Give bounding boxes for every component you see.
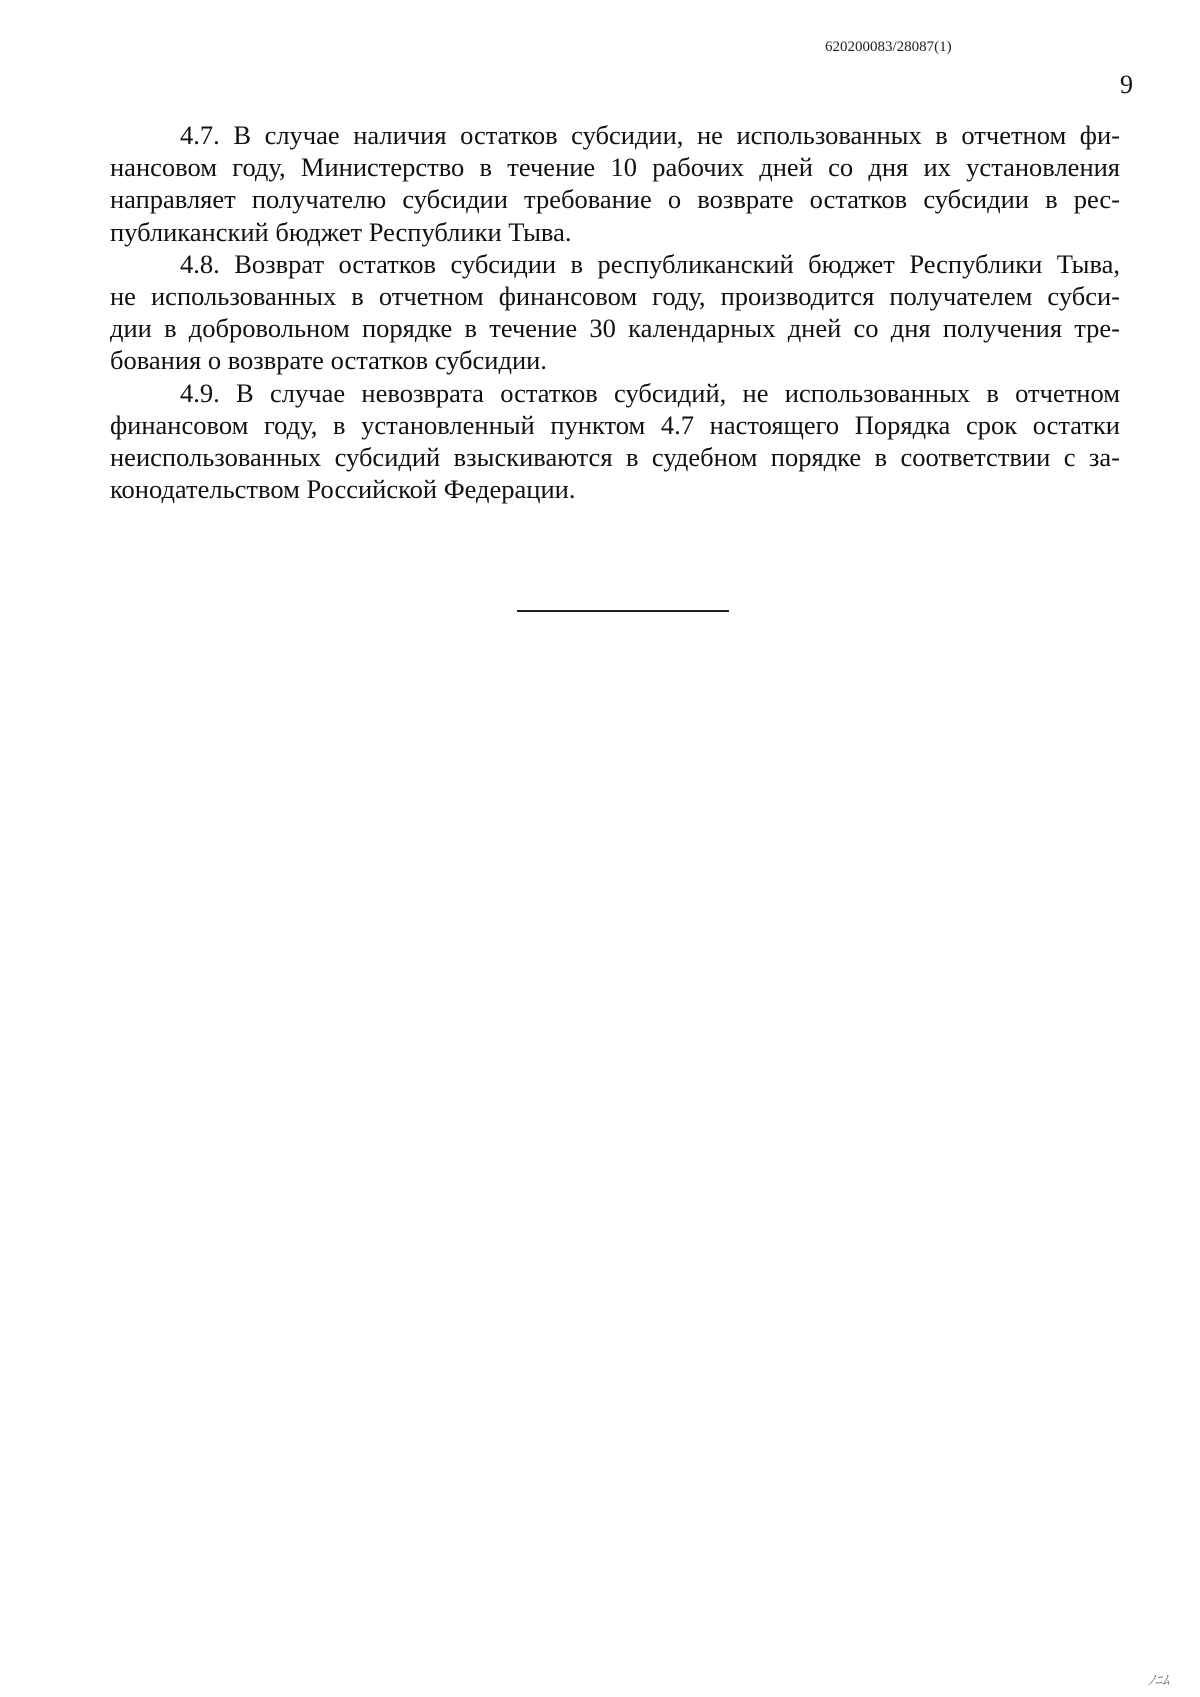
- corner-handwritten-mark: ﾉﾆﾑ: [1148, 1673, 1169, 1689]
- paragraph-4-8: [110, 248, 1120, 377]
- paragraph-line: публиканский бюджет Республики Тыва.: [110, 216, 572, 247]
- paragraph-line: нансовом году, Министерство в течение 10 рабочих дней со дня их установления: [110, 152, 1120, 183]
- document-body: [110, 119, 1120, 505]
- paragraph-line: неиспользованных субсидий взыскиваются в судебном порядке в соответствии с за-: [110, 442, 1120, 473]
- paragraph-line: конодательством Российской Федерации.: [110, 474, 576, 505]
- paragraph-line: 4.7. В случае наличия остатков субсидии, не использованных в отчетном фи-: [180, 120, 1120, 150]
- paragraph-line: направляет получателю субсидии требование о возврате остатков субсидии в рес-: [110, 184, 1120, 215]
- paragraph-line: не использованных в отчетном финансовом году, производится получателем субси-: [110, 281, 1120, 312]
- paragraph-line: 4.8. Возврат остатков субсидии в республиканский бюджет Республики Тыва,: [180, 248, 1120, 279]
- paragraph-line: 4.9. В случае невозврата остатков субсидий, не использованных в отчетном: [180, 377, 1120, 408]
- paragraph-line: бования о возврате остатков субсидии.: [110, 345, 547, 376]
- paragraph-4-9: [110, 377, 1120, 506]
- end-of-text-rule: [517, 610, 729, 612]
- paragraph-line: дии в добровольном порядке в течение 30 календарных дней со дня получения тре-: [110, 313, 1120, 344]
- page-number: 9: [1120, 70, 1133, 99]
- paragraph-line: финансовом году, в установленный пунктом 4.7 настоящего Порядка срок остатки: [110, 409, 1120, 440]
- paragraph-4-7: [110, 119, 1120, 248]
- document-id: 620200083/28087(1): [825, 39, 952, 55]
